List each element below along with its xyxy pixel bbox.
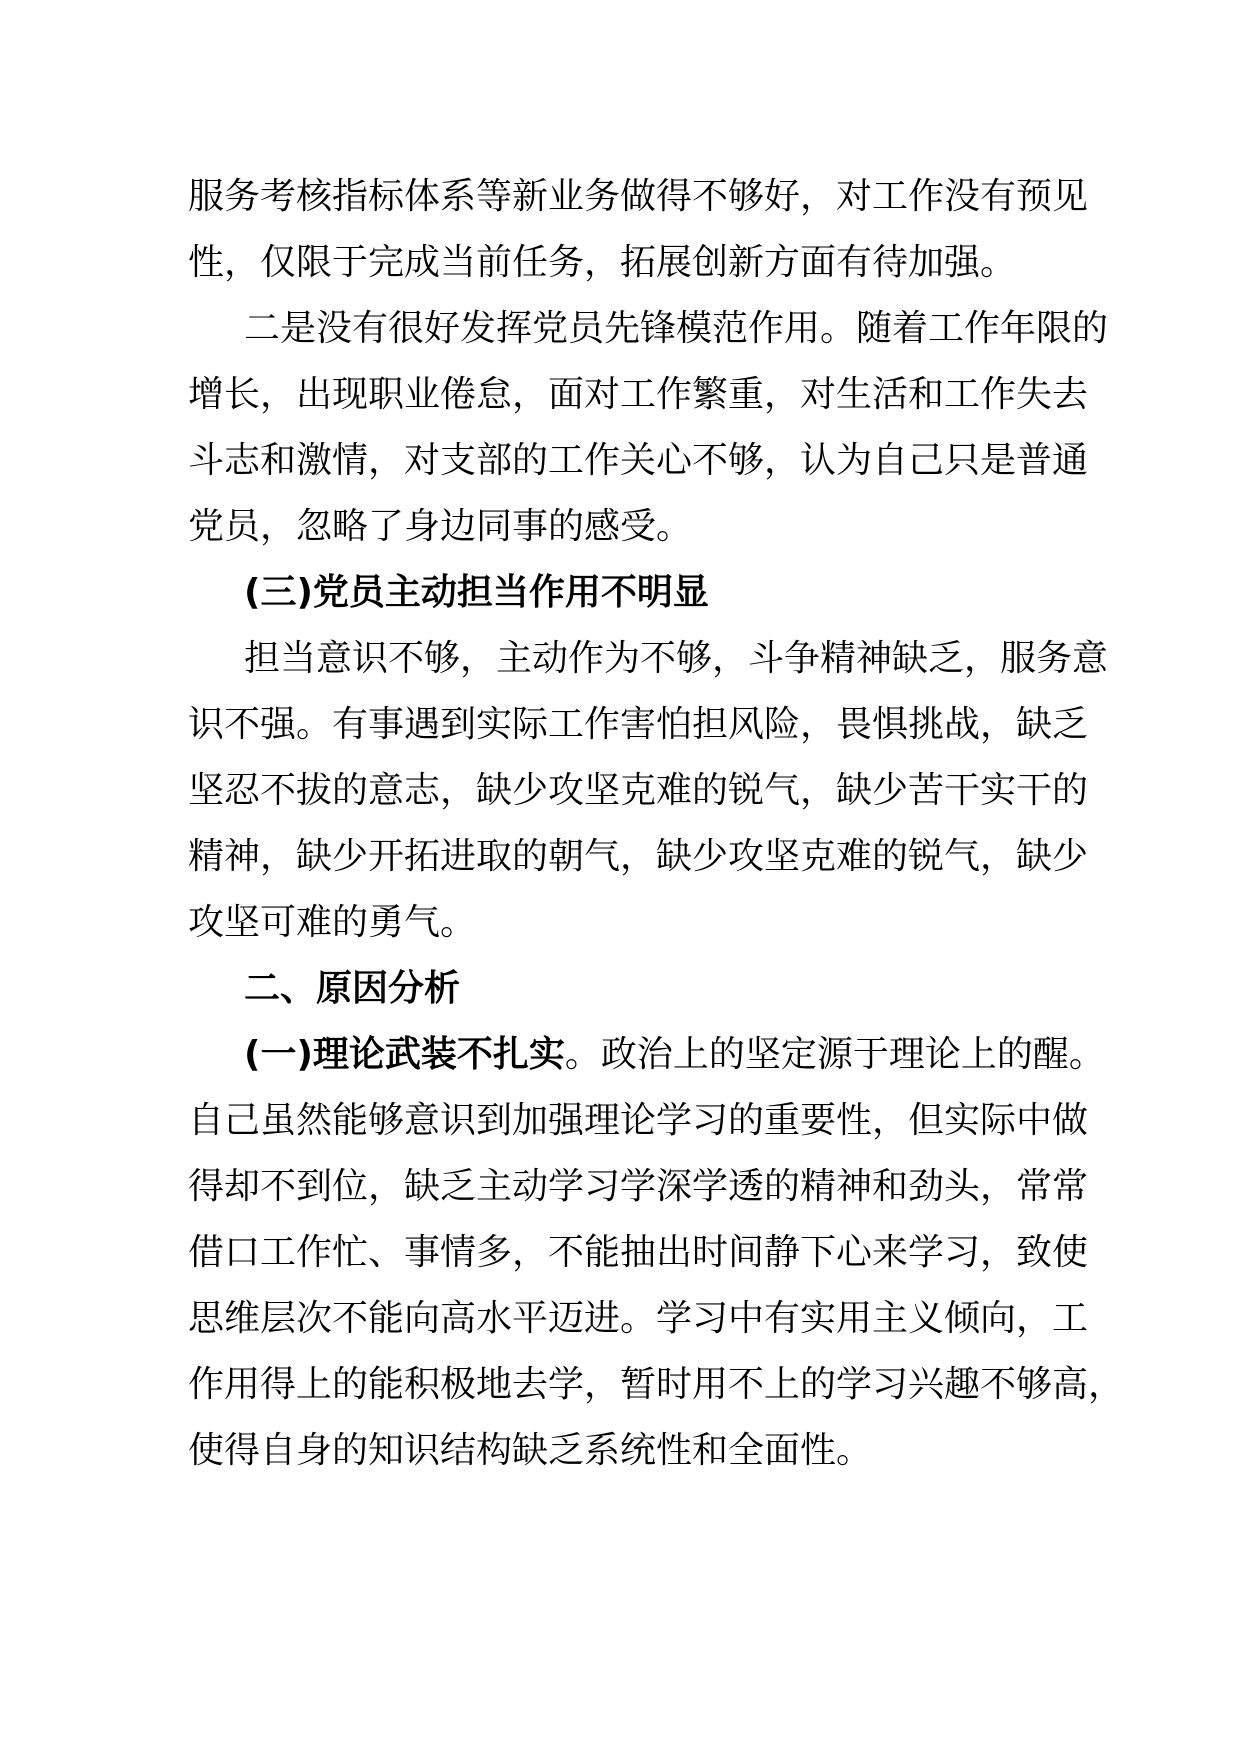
text-line: 攻坚可难的勇气。 <box>188 902 477 943</box>
text-line: 思维层次不能向高水平迈进。学习中有实用主义倾向，工 <box>188 1298 1089 1339</box>
text-line: 斗志和激情，对支部的工作关心不够，认为自己只是普通 <box>188 440 1089 481</box>
text-line-lead <box>188 1022 1105 1088</box>
text-line: 借口工作忙、事情多，不能抽出时间静下心来学习，致使 <box>188 1232 1089 1273</box>
text-line: 担当意识不够，主动作为不够，斗争精神缺乏，服务意 <box>244 638 1109 679</box>
text-line: 使得自身的知识结构缺乏系统性和全面性。 <box>188 1430 873 1471</box>
paragraph-party-role <box>188 296 1109 560</box>
paragraph-continuation <box>188 164 1089 296</box>
heading-text: 二、原因分析 <box>244 968 461 1009</box>
text-line: 识不强。有事遇到实际工作害怕担风险，畏惧挑战，缺乏 <box>188 704 1089 745</box>
text-line: 精神，缺少开拓进取的朝气，缺少攻坚克难的锐气，缺少 <box>188 836 1089 877</box>
section-heading-cause-analysis <box>188 956 1054 1022</box>
text-line: 得却不到位，缺乏主动学习学深学透的精神和劲头，常常 <box>188 1166 1089 1207</box>
text-line: 性，仅限于完成当前任务，拓展创新方面有待加强。 <box>188 242 1017 283</box>
text-line: 坚忍不拔的意志，缺少攻坚克难的锐气，缺少苦干实干的 <box>188 770 1089 811</box>
paragraph-responsibility <box>188 626 1109 956</box>
text-line: 增长，出现职业倦怠，面对工作繁重，对生活和工作失去 <box>188 374 1089 415</box>
heading-text: (三)党员主动担当作用不明显 <box>244 572 709 613</box>
lead-rest-text: 。政治上的坚定源于理论上的醒。 <box>564 1034 1105 1075</box>
text-line: 服务考核指标体系等新业务做得不够好，对工作没有预见 <box>188 176 1089 217</box>
text-line: 党员，忽略了身边同事的感受。 <box>188 506 693 547</box>
document-body <box>188 164 1125 1484</box>
text-line: 作用得上的能积极地去学，暂时用不上的学习兴趣不够高， <box>188 1364 1125 1405</box>
text-line: 自己虽然能够意识到加强理论学习的重要性，但实际中做 <box>188 1100 1089 1141</box>
section-heading-3 <box>188 560 1054 626</box>
lead-bold-text: (一)理论武装不扎实 <box>244 1034 565 1075</box>
paragraph-theory <box>188 1022 1125 1484</box>
text-line: 二是没有很好发挥党员先锋模范作用。随着工作年限的 <box>244 308 1109 349</box>
